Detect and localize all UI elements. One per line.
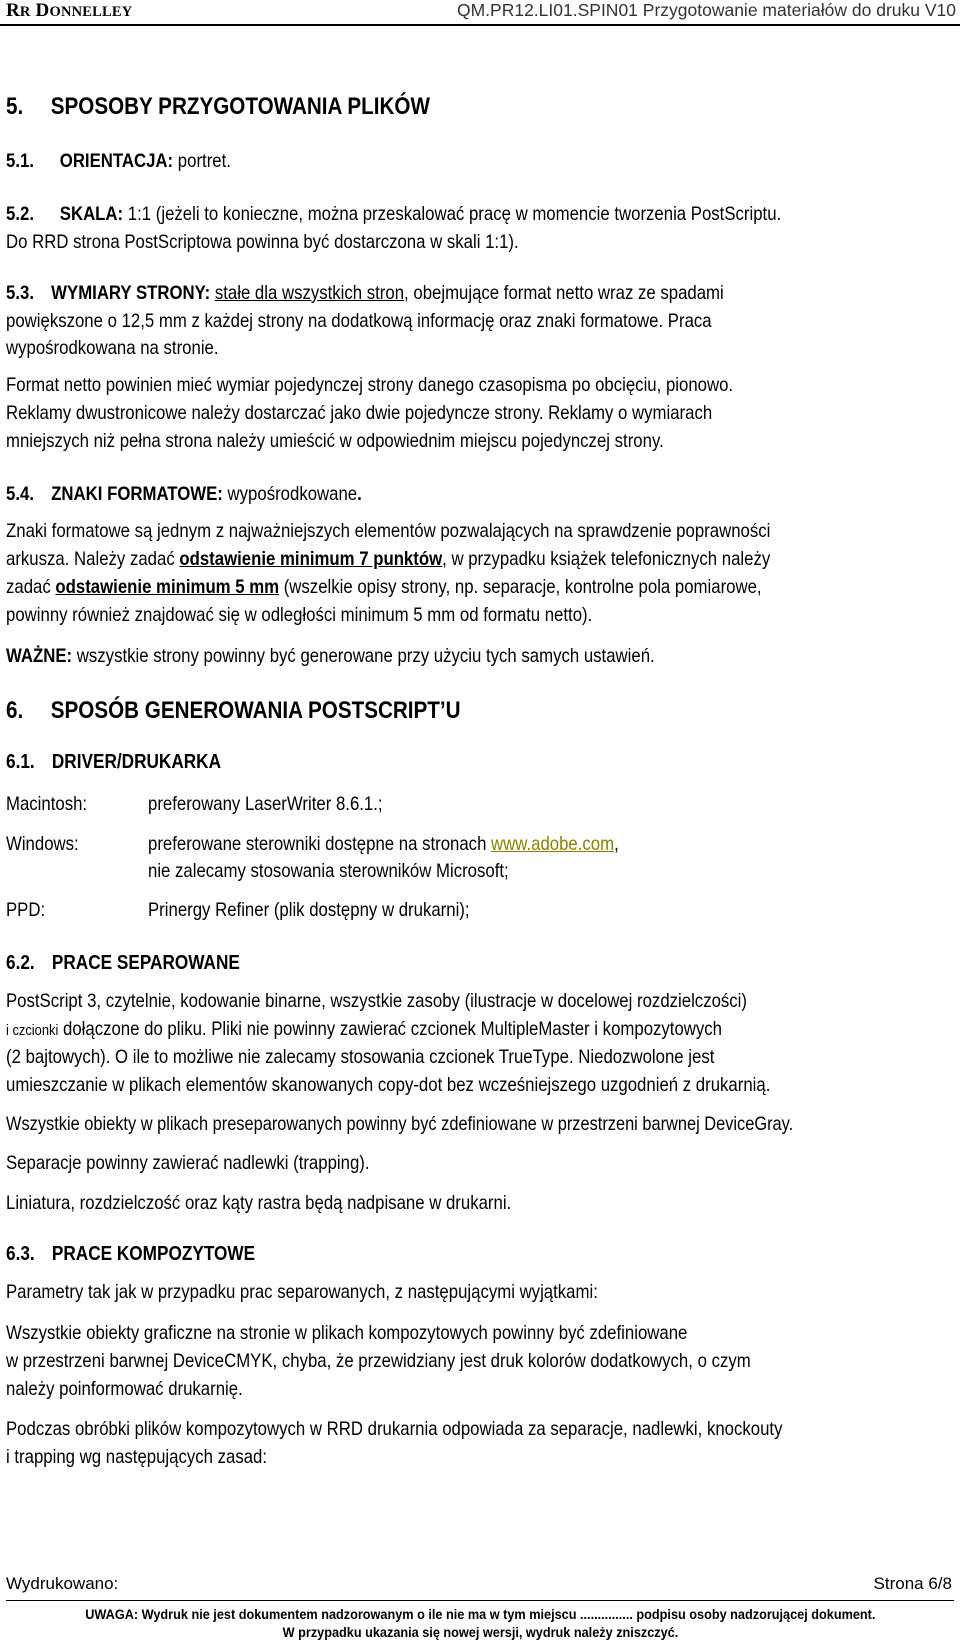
section-5-3-para-2-line-1: Format netto powinien mieć wymiar pojedynczej strony danego czasopisma po obcięciu, pionowo. xyxy=(6,374,734,396)
section-6-3-para-2-line-2: w przestrzeni barwnej DeviceCMYK, chyba, że przewidziany jest druk kolorów dodatkowych, o czym xyxy=(6,1350,751,1372)
section-5-2-line-1: 5.2. SKALA: 1:1 (jeżeli to konieczne, można przeskalować pracę w momencie tworzenia PostScriptu. xyxy=(6,203,782,225)
section-5-2-line-2: Do RRD strona PostScriptowa powinna być dostarczona w skali 1:1). xyxy=(6,231,519,253)
section-5-3-para-2-line-3: mniejszych niż pełna strona należy umieścić w odpowiednim miejscu pojedynczej strony. xyxy=(6,430,664,452)
adobe-link[interactable]: www.adobe.com xyxy=(491,833,615,855)
section-6-2-para-1-line-2: i czcionki dołączone do pliku. Pliki nie powinny zawierać czcionek MultipleMaster i kompozytowych xyxy=(6,1018,722,1040)
section-6-3-para-2-line-1: Wszystkie obiekty graficzne na stronie w plikach kompozytowych powinny być zdefiniowane xyxy=(6,1322,688,1344)
section-6-1-heading: 6.1. DRIVER/DRUKARKA xyxy=(6,751,222,773)
section-5-1: 5.1. ORIENTACJA: portret. xyxy=(6,150,231,172)
section-5-3-para-2-line-2: Reklamy dwustronicowe należy dostarczać jako dwie pojedyncze strony. Reklamy o wymiarach xyxy=(6,402,713,424)
section-6-2-para-3: Separacje powinny zawierać nadlewki (trapping). xyxy=(6,1152,370,1174)
section-6-3-para-3-line-1: Podczas obróbki plików kompozytowych w RRD drukarnia odpowiada za separacje, nadlewki, knockouty xyxy=(6,1418,783,1440)
warning-note: WAŻNE: wszystkie strony powinny być generowane przy użyciu tych samych ustawień. xyxy=(6,645,655,667)
driver-windows-value-line-2: nie zalecamy stosowania sterowników Microsoft; xyxy=(148,860,509,882)
section-6-3-para-3-line-2: i trapping wg następujących zasad: xyxy=(6,1446,268,1468)
driver-windows-value: preferowane sterowniki dostępne na stronach www.adobe.com, xyxy=(148,833,619,855)
section-5-4-para-line-1: Znaki formatowe są jednym z najważniejszych elementów pozwalających na sprawdzenie poprawności xyxy=(6,520,771,542)
section-5-4-para-line-4: powinny również znajdować się w odległości minimum 5 mm od formatu netto). xyxy=(6,604,593,626)
section-6-2-para-1-line-3: (2 bajtowych). O ile to możliwe nie zalecamy stosowania czcionek TrueType. Niedozwolone jest xyxy=(6,1046,715,1068)
document-title: QM.PR12.LI01.SPIN01 Przygotowanie materiałów do druku V10 xyxy=(456,0,956,20)
section-6-2-para-1-line-1: PostScript 3, czytelnie, kodowanie binarne, wszystkie zasoby (ilustracje w docelowej rozdzielczości) xyxy=(6,990,747,1012)
section-6-2-para-2: Wszystkie obiekty w plikach preseparowanych powinny być zdefiniowane w przestrzeni barwnej DeviceGray. xyxy=(6,1113,794,1135)
section-5-4: 5.4. ZNAKI FORMATOWE: wypośrodkowane. xyxy=(6,483,362,505)
section-6-2-para-1-line-4: umieszczanie w plikach elementów skanowanych copy-dot bez wcześniejszego uzgodnień z drukarnią. xyxy=(6,1074,771,1096)
section-6-3-heading: 6.3. PRACE KOMPOZYTOWE xyxy=(6,1243,256,1265)
section-5-heading: 5. SPOSOBY PRZYGOTOWANIA PLIKÓW xyxy=(6,93,430,120)
footer-printed-label: Wydrukowano: xyxy=(6,1574,119,1593)
section-5-4-para-line-2: arkusza. Należy zadać odstawienie minimum 7 punktów, w przypadku książek telefonicznych należy xyxy=(6,548,771,570)
section-5-3-line-1: 5.3. WYMIARY STRONY: stałe dla wszystkich stron, obejmujące format netto wraz ze spadami xyxy=(6,282,724,304)
section-6-2-heading: 6.2. PRACE SEPAROWANE xyxy=(6,952,240,974)
driver-mac-value: preferowany LaserWriter 8.6.1.; xyxy=(148,793,383,815)
footer-warning-line-1: UWAGA: Wydruk nie jest dokumentem nadzorowanym o ile nie ma w tym miejscu ............... podpisu osoby nadzorującej dokument. xyxy=(84,1607,876,1622)
section-5-4-para-line-3: zadać odstawienie minimum 5 mm (wszelkie opisy strony, np. separacje, kontrolne pola pomiarowe, xyxy=(6,576,762,598)
footer-warning-line-2: W przypadku ukazania się nowej wersji, wydruk należy zniszczyć. xyxy=(282,1625,678,1640)
footer-page-number: Strona 6/8 xyxy=(873,1574,952,1593)
section-5-3-line-3: wypośrodkowana na stronie. xyxy=(6,337,219,359)
section-6-heading: 6. SPOSÓB GENEROWANIA POSTSCRIPT’U xyxy=(6,697,461,724)
section-6-2-para-4: Liniatura, rozdzielczość oraz kąty rastra będą nadpisane w drukarni. xyxy=(6,1192,512,1214)
section-6-3-para-2-line-3: należy poinformować drukarnię. xyxy=(6,1378,243,1400)
company-logo: RR DONNELLEY xyxy=(6,0,133,21)
driver-ppd-value: Prinergy Refiner (plik dostępny w drukarni); xyxy=(148,899,470,921)
driver-mac: Macintosh: xyxy=(6,793,88,815)
driver-windows: Windows: xyxy=(6,833,79,855)
section-5-3-line-2: powiększone o 12,5 mm z każdej strony na dodatkową informację oraz znaki formatowe. Praca xyxy=(6,310,712,332)
section-6-3-para-1: Parametry tak jak w przypadku prac separowanych, z następującymi wyjątkami: xyxy=(6,1281,598,1303)
driver-ppd: PPD: xyxy=(6,899,46,921)
footer-divider xyxy=(6,1600,954,1601)
page-header xyxy=(0,0,960,26)
